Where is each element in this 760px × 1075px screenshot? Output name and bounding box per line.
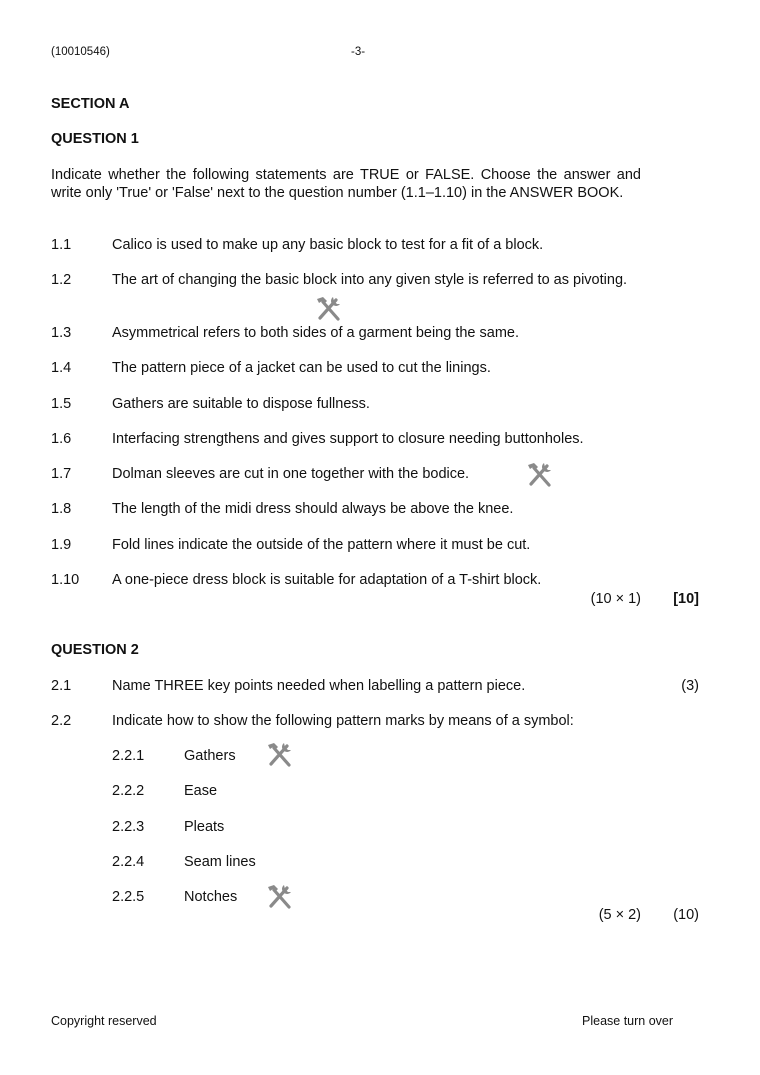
item-number: 1.3 [51,325,72,341]
hammer-wrench-icon [264,740,294,770]
sub-item-number: 2.2.5 [112,889,145,905]
sub-item-text: Notches [184,889,238,905]
sub-item-number: 2.2.4 [112,854,145,870]
item-number: 1.1 [51,237,72,253]
section-title: SECTION A [51,96,130,112]
item-text: The length of the midi dress should always be above the knee. [112,501,514,517]
hammer-wrench-icon [264,882,294,912]
hammer-wrench-icon [524,460,554,490]
question-1-marks: (10 × 1) [590,591,641,607]
footer-turn-over: Please turn over [582,1014,674,1028]
item-text: Interfacing strengthens and gives support to closure needing buttonholes. [112,431,584,447]
question-1-total: [10] [673,591,699,607]
page-number: -3- [351,46,366,58]
item-text: Indicate how to show the following pattern marks by means of a symbol: [112,713,574,729]
sub-item-text: Pleats [184,819,225,835]
sub-item-text: Gathers [184,748,236,764]
item-text: Asymmetrical refers to both sides of a garment being the same. [112,325,519,341]
item-number: 2.1 [51,678,72,694]
item-number: 1.6 [51,431,72,447]
item-text: Gathers are suitable to dispose fullness. [112,396,370,412]
document-code: (10010546) [51,46,110,58]
item-text: The art of changing the basic block into any given style is referred to as pivoting. [112,272,628,288]
item-number: 1.7 [51,466,72,482]
item-marks: (3) [681,678,699,694]
question-1-title: QUESTION 1 [51,131,139,147]
item-text: Fold lines indicate the outside of the pattern where it must be cut. [112,537,531,553]
item-text: Calico is used to make up any basic block to test for a fit of a block. [112,237,544,253]
footer-copyright: Copyright reserved [51,1014,157,1028]
item-number: 1.8 [51,501,72,517]
item-number: 1.10 [51,572,80,588]
sub-item-number: 2.2.3 [112,819,145,835]
item-text: A one-piece dress block is suitable for adaptation of a T-shirt block. [112,572,542,588]
question-2-title: QUESTION 2 [51,642,139,658]
question-2-marks: (5 × 2) [598,907,641,923]
item-text: The pattern piece of a jacket can be used to cut the linings. [112,360,491,376]
sub-item-number: 2.2.1 [112,748,145,764]
item-number: 2.2 [51,713,72,729]
question-1-instructions: Indicate whether the following statements are TRUE or FALSE. Choose the answer and write only 'True' or 'False' next to the question number (1.1–1.10) in the ANSWER BOOK. [51,167,641,201]
sub-item-text: Seam lines [184,854,256,870]
item-text: Dolman sleeves are cut in one together with the bodice. [112,466,470,482]
sub-item-number: 2.2.2 [112,783,145,799]
item-number: 1.9 [51,537,72,553]
item-number: 1.2 [51,272,72,288]
hammer-wrench-icon [313,294,343,324]
item-text: Name THREE key points needed when labelling a pattern piece. [112,678,526,694]
sub-item-text: Ease [184,783,218,799]
question-2-total: (10) [673,907,699,923]
item-number: 1.4 [51,360,72,376]
item-number: 1.5 [51,396,72,412]
